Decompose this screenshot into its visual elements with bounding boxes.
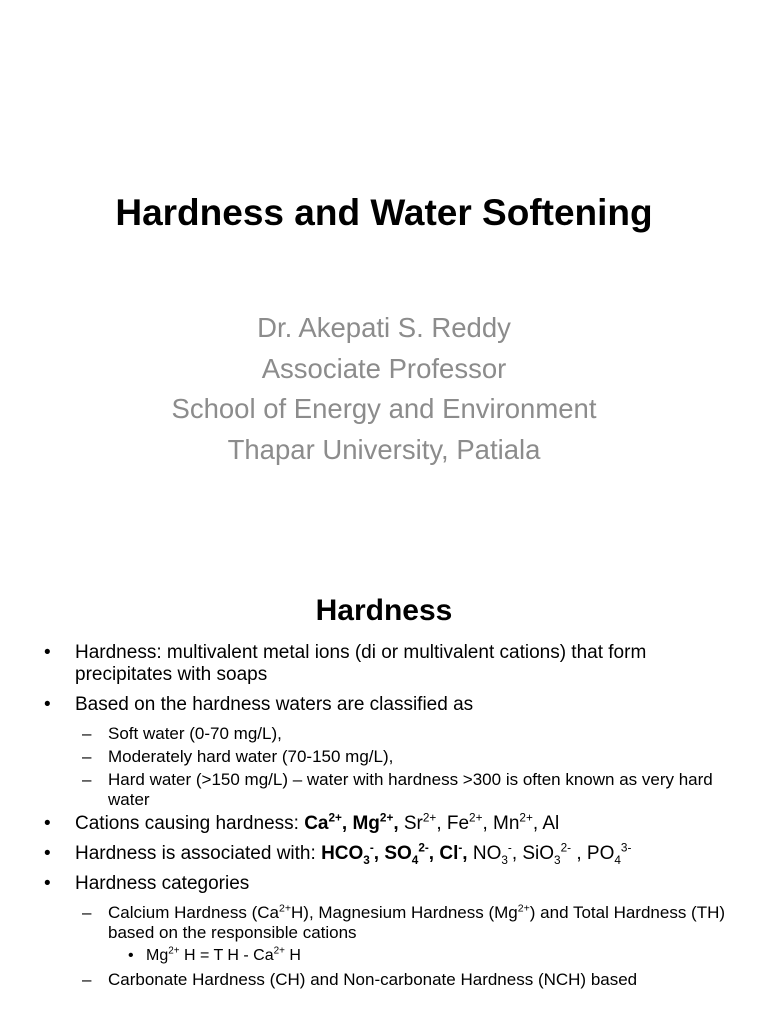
bullet-marker: • (128, 947, 134, 964)
bullet-item (0, 694, 768, 716)
charge: 2+ (168, 945, 180, 957)
charge: 2+ (519, 811, 533, 825)
author-name: Dr. Akepati S. Reddy (257, 312, 511, 343)
text-run: , Al (532, 813, 560, 834)
text-run: NO (467, 843, 502, 864)
equation-text (146, 947, 301, 964)
dash-marker: – (82, 903, 92, 922)
charge: 2+ (328, 811, 342, 825)
charge: 2- (560, 841, 572, 855)
charge: 2- (418, 841, 429, 855)
slide-title: Hardness and Water Softening (115, 192, 653, 233)
bullet-text: Hardness categories (75, 873, 250, 894)
text-run: , SiO (511, 843, 555, 864)
dash-marker: – (82, 770, 92, 789)
text-run: , Cl (428, 843, 459, 864)
charge: 3- (620, 841, 632, 855)
subscript: 4 (614, 853, 621, 867)
author-position: Associate Professor (261, 352, 507, 384)
dash-marker: – (82, 747, 92, 766)
bullet-marker: • (44, 873, 51, 894)
bullet-text (75, 813, 559, 834)
charge: 2+ (273, 945, 285, 957)
sub-bullet-item (0, 747, 768, 767)
text-run: , SO (373, 843, 412, 864)
bullet-text (75, 841, 632, 867)
hardness-slide (0, 576, 768, 1024)
text-run: Sr (398, 813, 423, 834)
sub-sub-bullet-item (0, 946, 768, 966)
text-run: , Fe (436, 813, 470, 834)
charge: 2+ (279, 902, 292, 915)
subscript: 3 (554, 853, 561, 867)
bullet-marker: • (44, 843, 51, 864)
charge: - (458, 841, 463, 855)
bullet-marker: • (44, 694, 51, 715)
ion-calcium (304, 813, 398, 834)
subscript: 4 (411, 853, 419, 867)
sub-bullet-item (0, 770, 768, 810)
text-run: HCO (321, 843, 364, 864)
sub-bullet-item (0, 970, 768, 990)
charge: - (507, 841, 512, 855)
author-university: Thapar University, Patiala (227, 433, 541, 465)
text-run: , Mg (341, 813, 380, 834)
sub-bullet-text (108, 903, 725, 942)
text-run: ) and Total Hardness (TH) based on the responsible cations (108, 903, 726, 942)
sub-bullet-text: Carbonate Hardness (CH) and Non-carbonate Hardness (NCH) based (108, 970, 638, 989)
text-run: Cations causing hardness: (75, 813, 305, 834)
text-run: , (393, 813, 399, 834)
bullet-item (0, 873, 768, 895)
charge: - (369, 841, 374, 855)
text-run: Ca (304, 813, 329, 834)
charge: 2+ (422, 811, 437, 825)
text-run: , Mn (482, 813, 520, 834)
sub-bullet-item (0, 903, 768, 943)
author-school: School of Energy and Environment (171, 393, 597, 424)
slide-content (0, 642, 768, 993)
text-run: , PO (571, 843, 615, 864)
text-run: Hardness is associated with: (75, 843, 322, 864)
sub-bullet-text: Moderately hard water (70-150 mg/L), (108, 747, 394, 766)
text-run: , (462, 843, 468, 864)
sub-bullet-text: Hard water (>150 mg/L) – water with hardness >300 is often known as very hard water (108, 770, 713, 809)
subscript: 3 (501, 853, 508, 867)
bullet-text: Based on the hardness waters are classified as (75, 694, 474, 715)
bullet-marker: • (44, 813, 51, 834)
bullet-item (0, 813, 768, 835)
bullet-marker: • (44, 642, 51, 663)
slide-subtitle (0, 308, 768, 470)
dash-marker: – (82, 970, 92, 989)
subscript: 3 (363, 853, 370, 867)
bullet-item (0, 642, 768, 686)
charge: 2+ (379, 811, 394, 825)
text-run: H = T H - Ca (179, 947, 274, 964)
text-run: Mg (146, 947, 169, 964)
text-run: H), Magnesium Hardness (Mg (291, 903, 518, 922)
charge: 2+ (469, 811, 483, 825)
dash-marker: – (82, 724, 92, 743)
charge: 2+ (517, 902, 530, 915)
bullet-item (0, 843, 768, 865)
anions-bold (321, 841, 468, 867)
bullet-text: Hardness: multivalent metal ions (di or multivalent cations) that form precipitates with soaps (75, 642, 647, 685)
text-run: H (284, 947, 301, 964)
sub-bullet-text: Soft water (0-70 mg/L), (108, 724, 282, 743)
sub-bullet-item (0, 724, 768, 744)
slide-title: Hardness (315, 594, 453, 627)
text-run: Calcium Hardness (Ca (108, 903, 279, 922)
